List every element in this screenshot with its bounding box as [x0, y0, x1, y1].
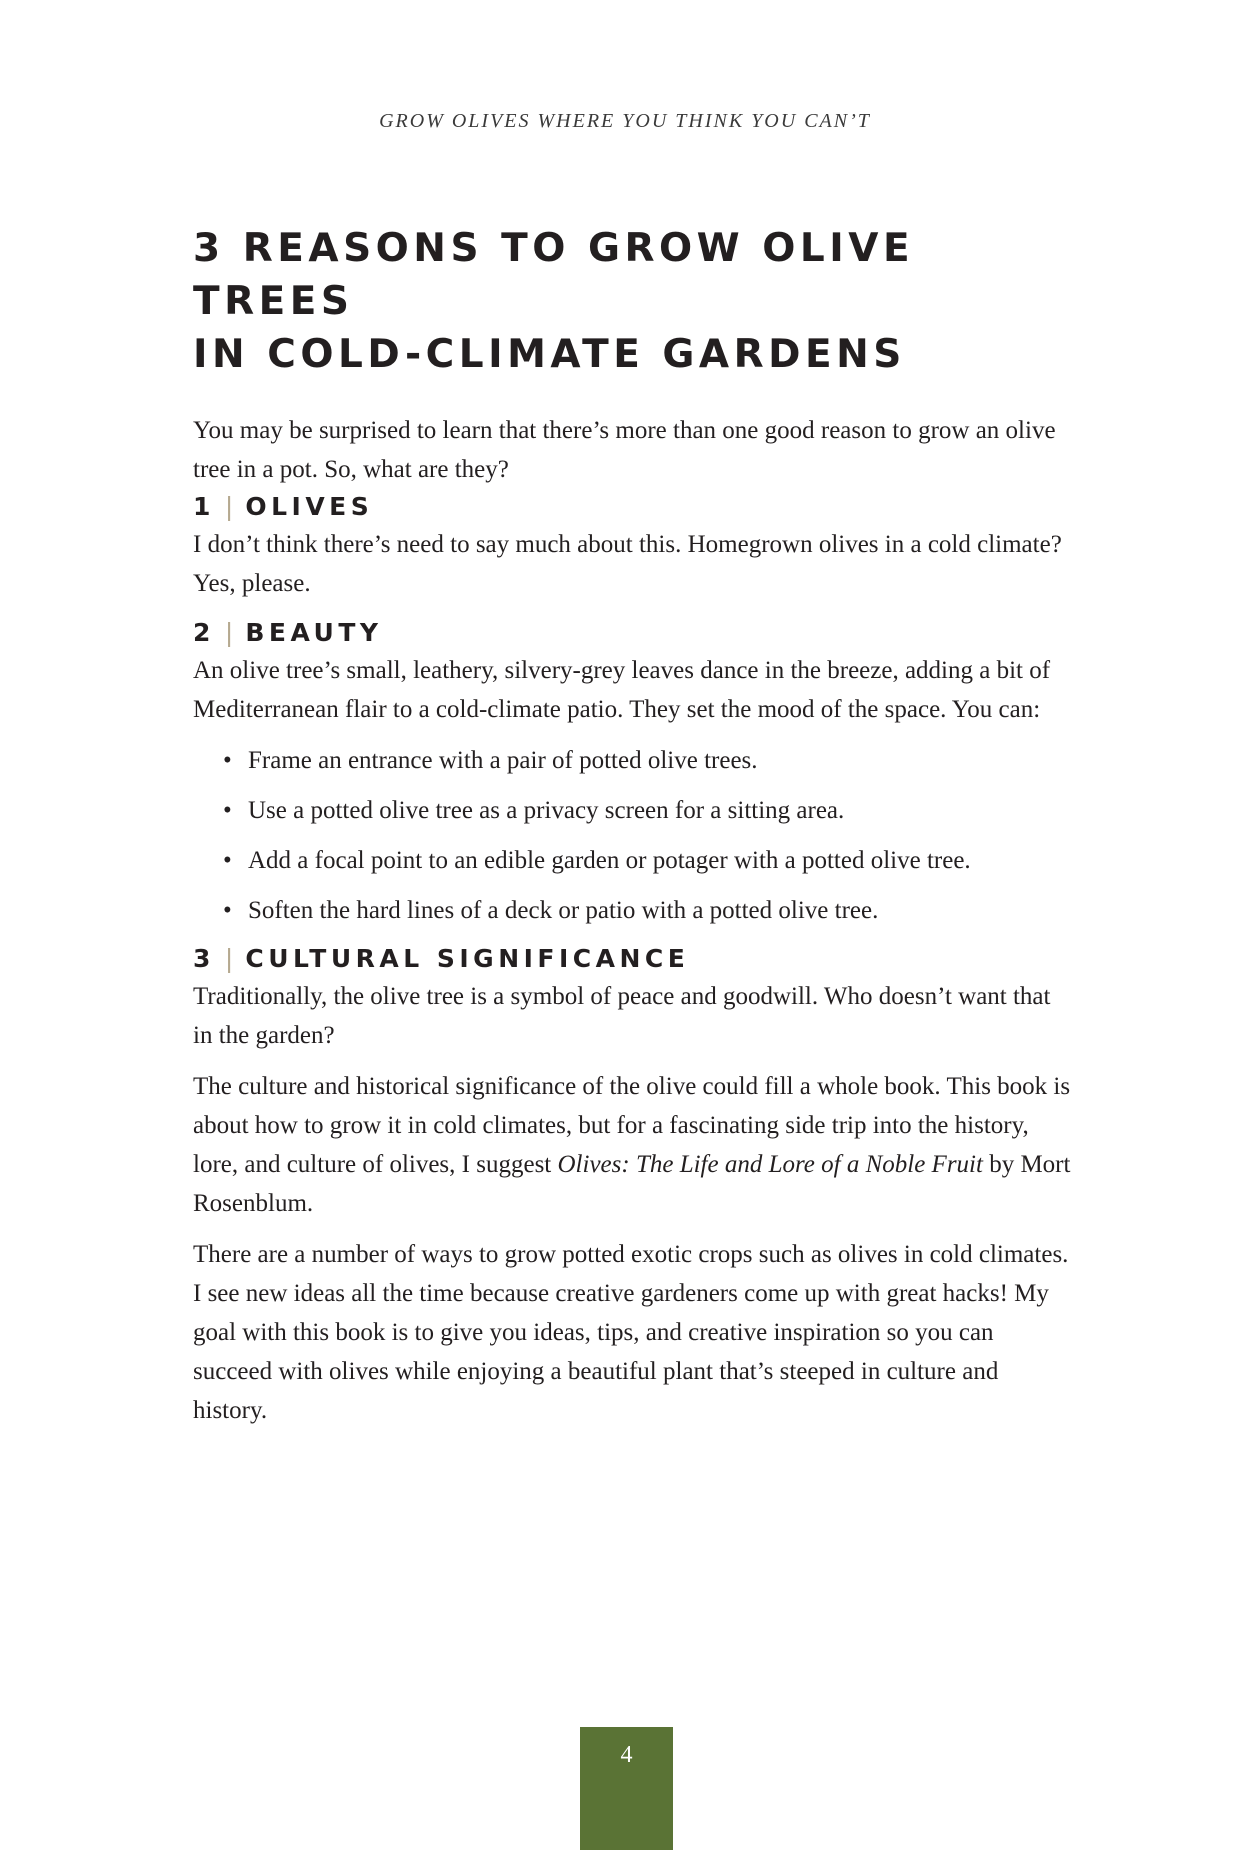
cultural-paragraph-1: Traditionally, the olive tree is a symbol of peace and goodwill. Who doesn’t want that in the garden? — [193, 983, 1051, 1049]
page-content — [193, 222, 1073, 1442]
page-number: 4 — [620, 1742, 633, 1768]
list-item — [193, 841, 1073, 880]
bullet-icon: • — [223, 797, 232, 824]
bullet-icon: • — [223, 847, 232, 874]
running-header: GROW OLIVES WHERE YOU THINK YOU CAN’T — [379, 110, 871, 132]
section-title: OLIVES — [245, 492, 374, 521]
beauty-bullet-list — [193, 741, 1073, 930]
list-item — [193, 891, 1073, 930]
list-item-text: Add a focal point to an edible garden or potager with a potted olive tree. — [248, 847, 971, 874]
cultural-paragraph-2-text: The culture and historical significance of the olive could fill a whole book. This book is about how to grow it in cold climates, but for a fascinating side trip into the history, lore, and culture of olives, I suggest — [193, 1073, 1071, 1178]
section-number: 3 — [193, 944, 215, 973]
list-item-text: Soften the hard lines of a deck or patio with a potted olive tree. — [248, 897, 879, 924]
section-number: 2 — [193, 618, 215, 647]
section-separator: | — [224, 618, 234, 647]
book-title: Olives: The Life and Lore of a Noble Fruit — [557, 1151, 983, 1178]
list-item-text: Frame an entrance with a pair of potted olive trees. — [248, 747, 758, 774]
section-title: BEAUTY — [245, 618, 383, 647]
list-item — [193, 741, 1073, 780]
section-heading-cultural-significance — [193, 941, 1073, 977]
cultural-paragraph-3: There are a number of ways to grow potted exotic crops such as olives in cold climates. I see new ideas all the time because creative gardeners come up with great hacks! My goal with this book is to give you ideas, tips, and creative inspiration so you can succeed with olives while enjoying a beautiful plant that’s steeped in culture and history. — [193, 1241, 1069, 1424]
section-heading-olives — [193, 489, 1073, 525]
page-title-line-1: 3 REASONS TO GROW OLIVE TREES — [193, 226, 915, 324]
list-item-text: Use a potted olive tree as a privacy screen for a sitting area. — [248, 797, 845, 824]
beauty-paragraph: An olive tree’s small, leathery, silvery-grey leaves dance in the breeze, adding a bit of Mediterranean flair to a cold-climate patio. They set the mood of the space. You can: — [193, 657, 1051, 723]
bullet-icon: • — [223, 747, 232, 774]
section-number: 1 — [193, 492, 215, 521]
page-number-box — [580, 1727, 673, 1850]
olives-paragraph: I don’t think there’s need to say much about this. Homegrown olives in a cold climate? Yes, please. — [193, 531, 1062, 597]
section-separator: | — [224, 492, 234, 521]
page-title — [193, 222, 1073, 381]
list-item — [193, 791, 1073, 830]
intro-paragraph: You may be surprised to learn that there’s more than one good reason to grow an olive tree in a pot. So, what are they? — [193, 417, 1056, 483]
section-heading-beauty — [193, 615, 1073, 651]
section-separator: | — [224, 944, 234, 973]
bullet-icon: • — [223, 897, 232, 924]
cultural-paragraph-2 — [193, 1067, 1073, 1223]
page-title-line-2: IN COLD-CLIMATE GARDENS — [193, 332, 906, 377]
section-title: CULTURAL SIGNIFICANCE — [245, 944, 690, 973]
cultural-paragraph-2-end: by Mort Rosenblum. — [193, 1151, 1071, 1217]
